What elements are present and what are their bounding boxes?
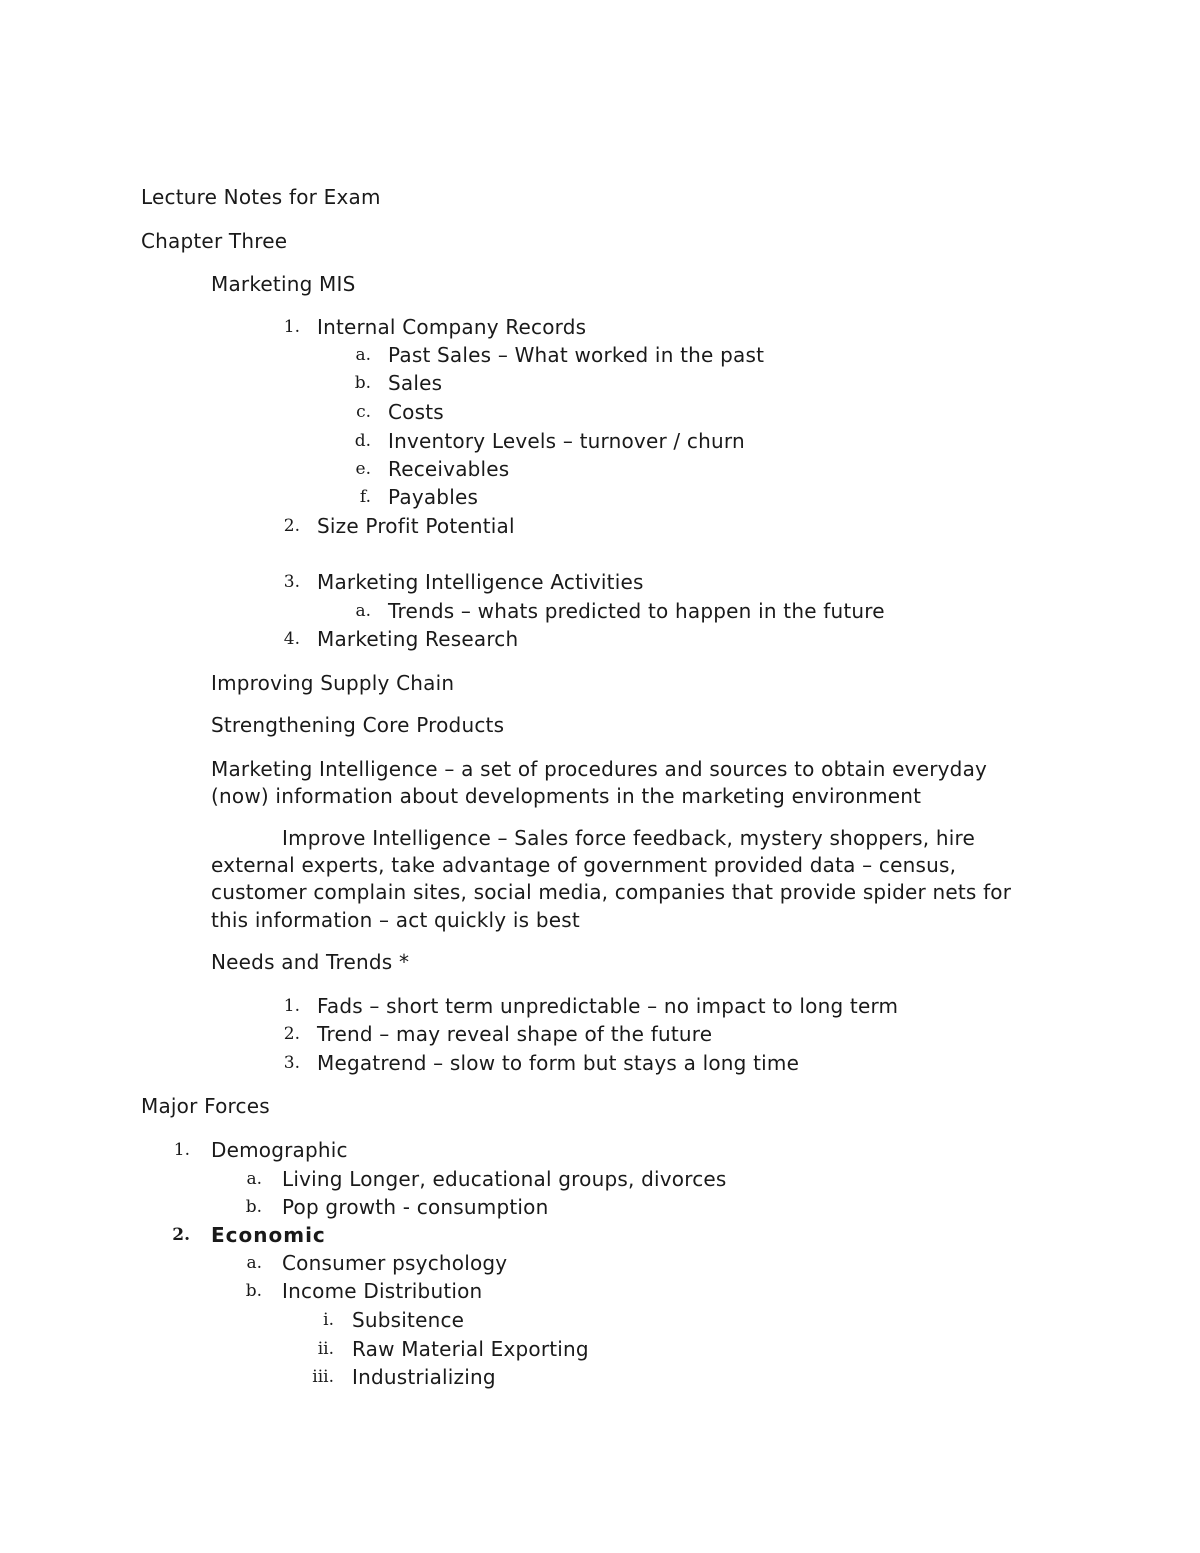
list-item: Megatrend – slow to form but stays a long time <box>317 1051 800 1075</box>
sublist-marker: f. <box>359 487 371 507</box>
list-marker: 1. <box>283 996 300 1016</box>
sublist-marker: a. <box>355 345 371 365</box>
list-marker: 1. <box>283 317 300 337</box>
sublist-item: Pop growth - consumption <box>282 1195 549 1219</box>
sublist-item: Inventory Levels – turnover / churn <box>388 429 745 453</box>
subsublist-item: Raw Material Exporting <box>352 1337 589 1361</box>
subsublist-marker: iii. <box>312 1367 334 1387</box>
sublist-marker: b. <box>245 1197 262 1217</box>
sublist-item: Costs <box>388 400 444 424</box>
sublist-marker: b. <box>245 1281 262 1301</box>
subsublist-item: Subsitence <box>352 1308 465 1332</box>
list-marker: 3. <box>283 572 300 592</box>
list-item: Internal Company Records <box>317 315 587 339</box>
list-item: Trend – may reveal shape of the future <box>317 1022 713 1046</box>
section-heading-major-forces: Major Forces <box>141 1094 270 1118</box>
sublist-marker: b. <box>354 373 371 393</box>
list-item: Demographic <box>211 1138 348 1162</box>
subsublist-marker: ii. <box>317 1339 334 1359</box>
sublist-item: Sales <box>388 371 443 395</box>
paragraph-line: (now) information about developments in the marketing environment <box>211 784 922 808</box>
list-item: Marketing Intelligence Activities <box>317 570 644 594</box>
list-item: Economic <box>211 1223 326 1247</box>
list-marker: 1. <box>173 1140 190 1160</box>
list-item: Fads – short term unpredictable – no impact to long term <box>317 994 899 1018</box>
sublist-marker: d. <box>354 431 371 451</box>
paragraph-line: customer complain sites, social media, companies that provide spider nets for <box>211 880 1012 904</box>
sublist-item: Payables <box>388 485 479 509</box>
sublist-marker: a. <box>355 601 371 621</box>
sublist-marker: a. <box>246 1169 262 1189</box>
sublist-item: Living Longer, educational groups, divorces <box>282 1167 727 1191</box>
section-heading-marketing-mis: Marketing MIS <box>211 272 356 296</box>
sublist-marker: c. <box>356 402 371 422</box>
section-heading-needs-trends: Needs and Trends * <box>211 950 410 974</box>
document-title: Lecture Notes for Exam <box>141 185 381 209</box>
list-item: Size Profit Potential <box>317 514 515 538</box>
sublist-item: Consumer psychology <box>282 1251 508 1275</box>
paragraph-line: Marketing Intelligence – a set of procedures and sources to obtain everyday <box>211 757 988 781</box>
list-item: Marketing Research <box>317 627 519 651</box>
paragraph-line: external experts, take advantage of government provided data – census, <box>211 853 957 877</box>
list-marker: 2. <box>172 1225 190 1245</box>
list-marker: 3. <box>283 1053 300 1073</box>
sublist-item: Trends – whats predicted to happen in the future <box>388 599 885 623</box>
sublist-item: Receivables <box>388 457 510 481</box>
sublist-item: Past Sales – What worked in the past <box>388 343 765 367</box>
list-marker: 2. <box>283 516 300 536</box>
chapter-heading: Chapter Three <box>141 229 288 253</box>
sublist-marker: e. <box>355 459 371 479</box>
paragraph-line: this information – act quickly is best <box>211 908 580 932</box>
sublist-item: Income Distribution <box>282 1279 483 1303</box>
subsublist-marker: i. <box>323 1310 334 1330</box>
subsublist-item: Industrializing <box>352 1365 496 1389</box>
paragraph-line: Improve Intelligence – Sales force feedback, mystery shoppers, hire <box>282 826 975 850</box>
list-marker: 2. <box>283 1024 300 1044</box>
list-marker: 4. <box>283 629 300 649</box>
section-heading-supply-chain: Improving Supply Chain <box>211 671 455 695</box>
section-heading-core-products: Strengthening Core Products <box>211 713 505 737</box>
sublist-marker: a. <box>246 1253 262 1273</box>
